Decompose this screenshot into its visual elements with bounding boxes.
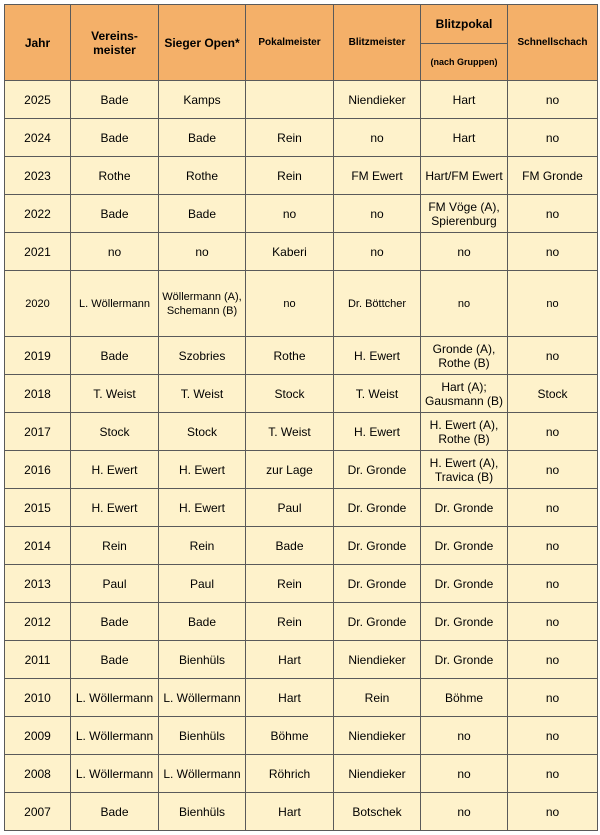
cell-schnellschach: no [508,451,598,489]
cell-blitzpokal: no [421,271,508,337]
cell-blitzpokal: no [421,755,508,793]
cell-sieger-open: Rein [159,527,246,565]
cell-schnellschach: no [508,641,598,679]
cell-blitzmeister: Dr. Gronde [334,565,421,603]
table-row [5,375,598,413]
cell-pokalmeister: Paul [246,489,334,527]
cell-schnellschach: no [508,603,598,641]
cell-pokalmeister: Böhme [246,717,334,755]
cell-jahr: 2024 [5,119,71,157]
cell-vereinsmeister: Stock [71,413,159,451]
cell-blitzmeister: Dr. Gronde [334,603,421,641]
cell-blitzpokal: Dr. Gronde [421,641,508,679]
cell-sieger-open: Szobries [159,337,246,375]
cell-sieger-open: Bienhüls [159,793,246,831]
table-row [5,679,598,717]
cell-jahr: 2014 [5,527,71,565]
table-row [5,489,598,527]
cell-blitzmeister: Dr. Böttcher [334,271,421,337]
cell-blitzpokal: FM Vöge (A), Spierenburg [421,195,508,233]
cell-jahr: 2016 [5,451,71,489]
cell-pokalmeister: Hart [246,679,334,717]
cell-blitzmeister: Niendieker [334,717,421,755]
cell-blitzpokal: no [421,233,508,271]
cell-vereinsmeister: Bade [71,119,159,157]
table-row [5,641,598,679]
cell-sieger-open: T. Weist [159,375,246,413]
cell-jahr: 2010 [5,679,71,717]
cell-jahr: 2013 [5,565,71,603]
cell-schnellschach: no [508,413,598,451]
cell-pokalmeister: zur Lage [246,451,334,489]
cell-blitzmeister: T. Weist [334,375,421,413]
champions-table [4,4,598,831]
header-blitzpokal-subtitle: (nach Gruppen) [421,44,508,81]
cell-vereinsmeister: Rothe [71,157,159,195]
cell-schnellschach: no [508,679,598,717]
cell-vereinsmeister: H. Ewert [71,451,159,489]
cell-blitzmeister: H. Ewert [334,413,421,451]
cell-jahr: 2012 [5,603,71,641]
cell-blitzpokal: Böhme [421,679,508,717]
cell-pokalmeister: T. Weist [246,413,334,451]
cell-schnellschach: no [508,717,598,755]
cell-blitzmeister: Dr. Gronde [334,489,421,527]
table-row [5,451,598,489]
cell-vereinsmeister: Rein [71,527,159,565]
cell-blitzpokal: Hart (A); Gausmann (B) [421,375,508,413]
cell-jahr: 2019 [5,337,71,375]
cell-sieger-open: Bade [159,195,246,233]
cell-blitzpokal: Hart/FM Ewert [421,157,508,195]
header-blitzmeister: Blitzmeister [334,5,421,81]
cell-schnellschach: FM Gronde [508,157,598,195]
cell-vereinsmeister: no [71,233,159,271]
cell-pokalmeister: Bade [246,527,334,565]
cell-schnellschach: no [508,233,598,271]
cell-schnellschach: no [508,527,598,565]
cell-jahr: 2022 [5,195,71,233]
cell-vereinsmeister: L. Wöllermann [71,271,159,337]
header-sieger-open: Sieger Open* [159,5,246,81]
cell-blitzmeister: Niendieker [334,81,421,119]
table-row [5,717,598,755]
cell-schnellschach: no [508,755,598,793]
cell-blitzpokal: Gronde (A), Rothe (B) [421,337,508,375]
cell-jahr: 2025 [5,81,71,119]
header-pokalmeister: Pokalmeister [246,5,334,81]
cell-pokalmeister: Rein [246,565,334,603]
table-row [5,337,598,375]
table-row [5,195,598,233]
cell-jahr: 2020 [5,271,71,337]
cell-jahr: 2008 [5,755,71,793]
cell-schnellschach: no [508,793,598,831]
cell-blitzpokal: Dr. Gronde [421,565,508,603]
cell-blitzpokal: H. Ewert (A), Rothe (B) [421,413,508,451]
cell-schnellschach: no [508,489,598,527]
cell-vereinsmeister: Bade [71,641,159,679]
cell-sieger-open: Bienhüls [159,641,246,679]
cell-jahr: 2023 [5,157,71,195]
table-row [5,527,598,565]
cell-vereinsmeister: Bade [71,603,159,641]
cell-sieger-open: H. Ewert [159,451,246,489]
cell-schnellschach: no [508,337,598,375]
cell-vereinsmeister: H. Ewert [71,489,159,527]
cell-jahr: 2017 [5,413,71,451]
cell-sieger-open: Wöllermann (A), Schemann (B) [159,271,246,337]
table-row [5,603,598,641]
cell-vereinsmeister: Bade [71,81,159,119]
cell-vereinsmeister: Bade [71,195,159,233]
cell-jahr: 2011 [5,641,71,679]
cell-jahr: 2009 [5,717,71,755]
cell-sieger-open: Bade [159,119,246,157]
table-row [5,81,598,119]
table-row [5,271,598,337]
cell-schnellschach: no [508,195,598,233]
cell-vereinsmeister: L. Wöllermann [71,717,159,755]
cell-blitzpokal: no [421,793,508,831]
cell-pokalmeister: no [246,195,334,233]
cell-blitzmeister: Botschek [334,793,421,831]
cell-blitzmeister: no [334,233,421,271]
cell-blitzpokal: Hart [421,81,508,119]
cell-pokalmeister: Röhrich [246,755,334,793]
header-blitzpokal: Blitzpokal [421,5,508,44]
cell-pokalmeister: no [246,271,334,337]
table-row [5,233,598,271]
cell-sieger-open: Bienhüls [159,717,246,755]
cell-schnellschach: no [508,119,598,157]
cell-blitzmeister: Niendieker [334,755,421,793]
table-row [5,755,598,793]
cell-jahr: 2018 [5,375,71,413]
cell-vereinsmeister: T. Weist [71,375,159,413]
cell-blitzpokal: Dr. Gronde [421,527,508,565]
cell-blitzpokal: Dr. Gronde [421,489,508,527]
cell-jahr: 2021 [5,233,71,271]
cell-blitzmeister: Rein [334,679,421,717]
cell-blitzmeister: Niendieker [334,641,421,679]
cell-blitzpokal: H. Ewert (A), Travica (B) [421,451,508,489]
cell-sieger-open: Stock [159,413,246,451]
cell-sieger-open: Paul [159,565,246,603]
cell-sieger-open: no [159,233,246,271]
table-row [5,119,598,157]
cell-sieger-open: L. Wöllermann [159,755,246,793]
cell-blitzmeister: no [334,119,421,157]
cell-sieger-open: L. Wöllermann [159,679,246,717]
table-row [5,157,598,195]
cell-sieger-open: Rothe [159,157,246,195]
cell-schnellschach: no [508,271,598,337]
cell-schnellschach: no [508,565,598,603]
cell-pokalmeister [246,81,334,119]
cell-blitzpokal: Hart [421,119,508,157]
cell-pokalmeister: Rein [246,119,334,157]
cell-vereinsmeister: L. Wöllermann [71,755,159,793]
cell-sieger-open: Kamps [159,81,246,119]
cell-blitzmeister: no [334,195,421,233]
table-row [5,565,598,603]
cell-pokalmeister: Rothe [246,337,334,375]
cell-blitzmeister: FM Ewert [334,157,421,195]
cell-vereinsmeister: L. Wöllermann [71,679,159,717]
cell-pokalmeister: Kaberi [246,233,334,271]
cell-sieger-open: Bade [159,603,246,641]
cell-vereinsmeister: Paul [71,565,159,603]
cell-schnellschach: no [508,81,598,119]
cell-vereinsmeister: Bade [71,793,159,831]
cell-vereinsmeister: Bade [71,337,159,375]
cell-blitzpokal: Dr. Gronde [421,603,508,641]
cell-jahr: 2015 [5,489,71,527]
cell-schnellschach: Stock [508,375,598,413]
cell-blitzpokal: no [421,717,508,755]
cell-pokalmeister: Hart [246,641,334,679]
cell-pokalmeister: Rein [246,603,334,641]
cell-jahr: 2007 [5,793,71,831]
header-schnellschach: Schnellschach [508,5,598,81]
cell-pokalmeister: Rein [246,157,334,195]
table-row [5,793,598,831]
cell-sieger-open: H. Ewert [159,489,246,527]
header-vereinsmeister: Vereins-meister [71,5,159,81]
cell-pokalmeister: Stock [246,375,334,413]
cell-blitzmeister: H. Ewert [334,337,421,375]
header-jahr: Jahr [5,5,71,81]
table-row [5,413,598,451]
cell-pokalmeister: Hart [246,793,334,831]
cell-blitzmeister: Dr. Gronde [334,451,421,489]
cell-blitzmeister: Dr. Gronde [334,527,421,565]
